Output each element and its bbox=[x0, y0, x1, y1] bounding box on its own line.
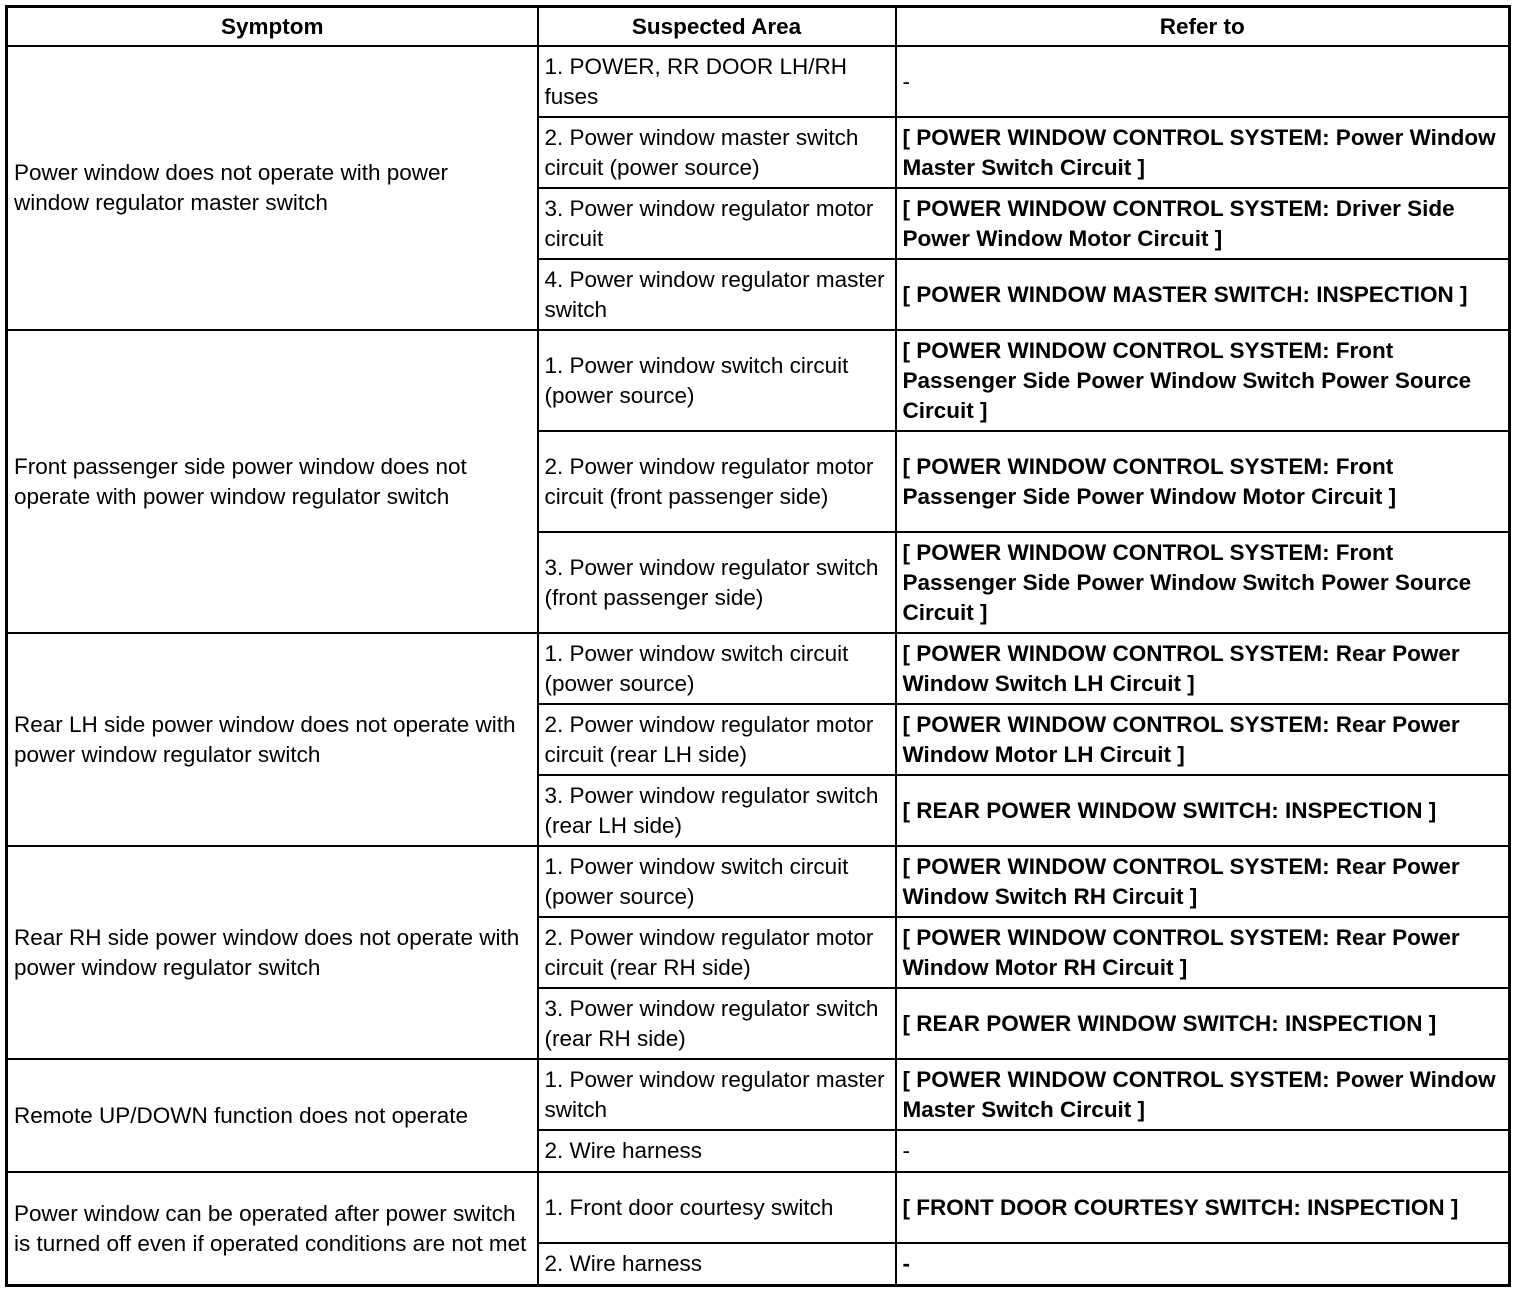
header-row bbox=[7, 7, 1510, 47]
table-row bbox=[7, 846, 1510, 917]
troubleshooting-table-container bbox=[5, 5, 1511, 1287]
header-suspected-area: Suspected Area bbox=[538, 7, 896, 47]
table-row bbox=[7, 633, 1510, 704]
suspected-area-cell: 3. Power window regulator switch (rear RH side) bbox=[538, 988, 896, 1059]
symptom-cell: Front passenger side power window does not operate with power window regulator switch bbox=[7, 330, 538, 633]
suspected-area-cell: 1. Power window switch circuit (power source) bbox=[538, 846, 896, 917]
refer-to-cell: [ POWER WINDOW CONTROL SYSTEM: Rear Power Window Switch LH Circuit ] bbox=[896, 633, 1510, 704]
refer-to-cell: [ REAR POWER WINDOW SWITCH: INSPECTION ] bbox=[896, 988, 1510, 1059]
symptom-cell: Remote UP/DOWN function does not operate bbox=[7, 1059, 538, 1172]
suspected-area-cell: 2. Power window regulator motor circuit (rear LH side) bbox=[538, 704, 896, 775]
symptom-cell: Rear RH side power window does not operate with power window regulator switch bbox=[7, 846, 538, 1059]
suspected-area-cell: 4. Power window regulator master switch bbox=[538, 259, 896, 330]
refer-to-cell: - bbox=[896, 1243, 1510, 1286]
table-row bbox=[7, 1172, 1510, 1243]
suspected-area-cell: 3. Power window regulator switch (front passenger side) bbox=[538, 532, 896, 633]
header-refer-to: Refer to bbox=[896, 7, 1510, 47]
refer-to-cell: - bbox=[896, 46, 1510, 117]
refer-to-cell: [ POWER WINDOW CONTROL SYSTEM: Front Passenger Side Power Window Motor Circuit ] bbox=[896, 431, 1510, 532]
suspected-area-cell: 2. Power window master switch circuit (power source) bbox=[538, 117, 896, 188]
suspected-area-cell: 2. Wire harness bbox=[538, 1243, 896, 1286]
suspected-area-cell: 1. Front door courtesy switch bbox=[538, 1172, 896, 1243]
troubleshooting-table bbox=[5, 5, 1511, 1287]
suspected-area-cell: 2. Power window regulator motor circuit (rear RH side) bbox=[538, 917, 896, 988]
refer-to-cell: [ POWER WINDOW CONTROL SYSTEM: Rear Power Window Switch RH Circuit ] bbox=[896, 846, 1510, 917]
refer-to-cell: [ POWER WINDOW CONTROL SYSTEM: Power Window Master Switch Circuit ] bbox=[896, 117, 1510, 188]
suspected-area-cell: 1. Power window regulator master switch bbox=[538, 1059, 896, 1130]
refer-to-cell: [ POWER WINDOW CONTROL SYSTEM: Front Passenger Side Power Window Switch Power Source Circuit ] bbox=[896, 330, 1510, 431]
symptom-cell: Rear LH side power window does not operate with power window regulator switch bbox=[7, 633, 538, 846]
suspected-area-cell: 1. Power window switch circuit (power source) bbox=[538, 633, 896, 704]
symptom-cell: Power window does not operate with power window regulator master switch bbox=[7, 46, 538, 330]
suspected-area-cell: 2. Wire harness bbox=[538, 1130, 896, 1172]
suspected-area-cell: 1. Power window switch circuit (power source) bbox=[538, 330, 896, 431]
symptom-cell: Power window can be operated after power switch is turned off even if operated conditions are not met bbox=[7, 1172, 538, 1286]
refer-to-cell: [ POWER WINDOW MASTER SWITCH: INSPECTION ] bbox=[896, 259, 1510, 330]
suspected-area-cell: 1. POWER, RR DOOR LH/RH fuses bbox=[538, 46, 896, 117]
suspected-area-cell: 3. Power window regulator motor circuit bbox=[538, 188, 896, 259]
table-row bbox=[7, 1059, 1510, 1130]
header-symptom: Symptom bbox=[7, 7, 538, 47]
table-row bbox=[7, 46, 1510, 117]
refer-to-cell: [ POWER WINDOW CONTROL SYSTEM: Driver Side Power Window Motor Circuit ] bbox=[896, 188, 1510, 259]
refer-to-cell: [ POWER WINDOW CONTROL SYSTEM: Front Passenger Side Power Window Switch Power Source Circuit ] bbox=[896, 532, 1510, 633]
refer-to-cell: [ FRONT DOOR COURTESY SWITCH: INSPECTION ] bbox=[896, 1172, 1510, 1243]
refer-to-cell: [ REAR POWER WINDOW SWITCH: INSPECTION ] bbox=[896, 775, 1510, 846]
refer-to-cell: [ POWER WINDOW CONTROL SYSTEM: Power Window Master Switch Circuit ] bbox=[896, 1059, 1510, 1130]
suspected-area-cell: 2. Power window regulator motor circuit (front passenger side) bbox=[538, 431, 896, 532]
refer-to-cell: [ POWER WINDOW CONTROL SYSTEM: Rear Power Window Motor LH Circuit ] bbox=[896, 704, 1510, 775]
suspected-area-cell: 3. Power window regulator switch (rear LH side) bbox=[538, 775, 896, 846]
table-row bbox=[7, 330, 1510, 431]
refer-to-cell: - bbox=[896, 1130, 1510, 1172]
refer-to-cell: [ POWER WINDOW CONTROL SYSTEM: Rear Power Window Motor RH Circuit ] bbox=[896, 917, 1510, 988]
